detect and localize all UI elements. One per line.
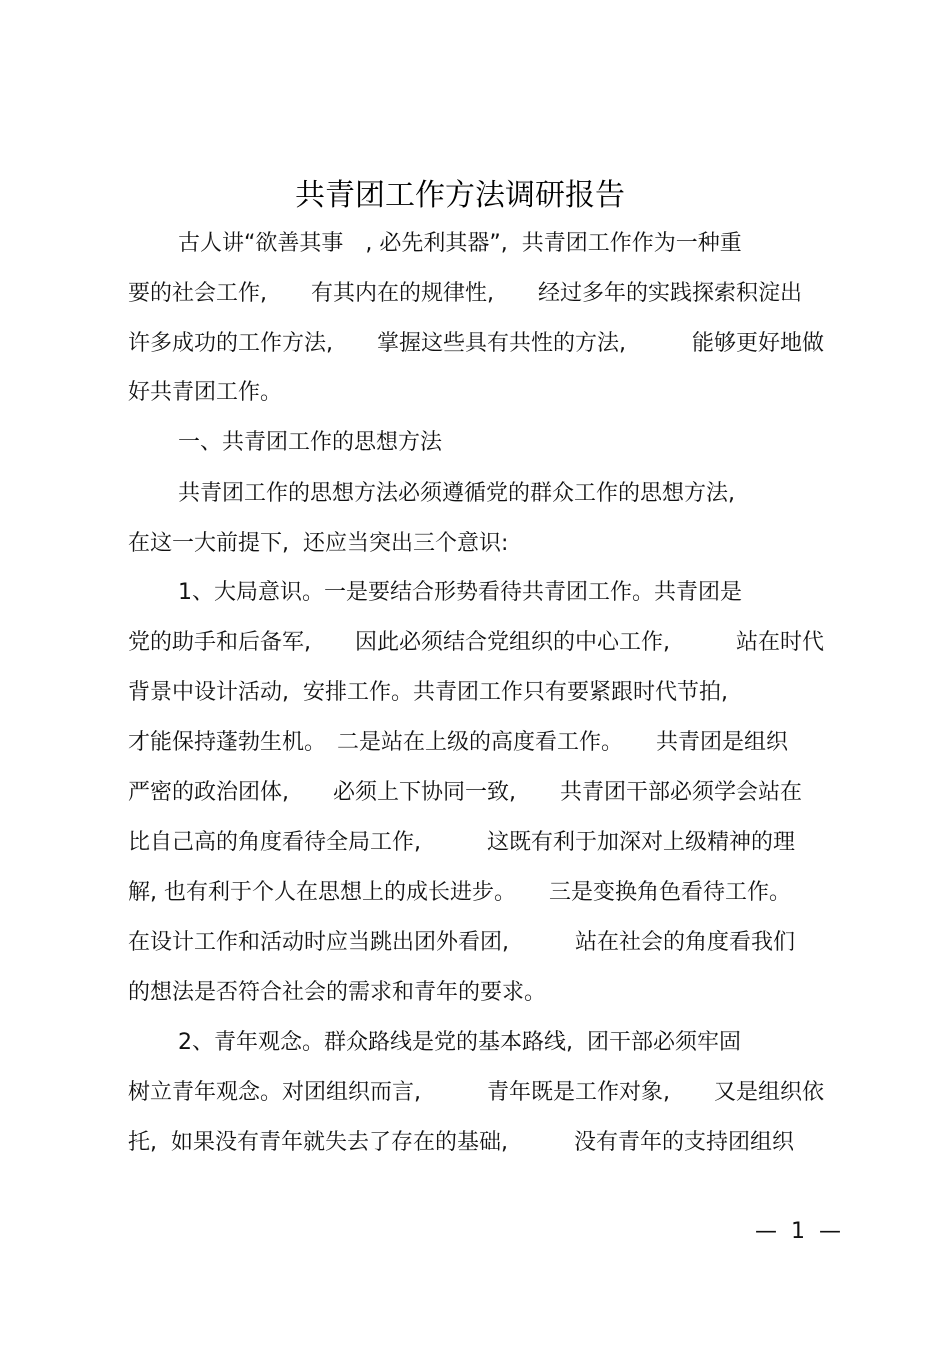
paragraph-line: 党的助手和后备军, 因此必须结合党组织的中心工作, 站在时代: [128, 630, 824, 655]
page-number: — 1 —: [755, 1219, 841, 1244]
paragraph-line: 严密的政治团体, 必须上下协同一致, 共青团干部必须学会站在: [128, 780, 802, 805]
paragraph-line: 古人讲“欲善其事 , 必先利其器”, 共青团工作作为一种重: [178, 231, 742, 256]
paragraph-line: 共青团工作的思想方法必须遵循党的群众工作的思想方法,: [178, 481, 735, 506]
paragraph-line: 好共青团工作。: [128, 380, 283, 405]
paragraph-line: 托, 如果没有青年就失去了存在的基础, 没有青年的支持团组织: [128, 1130, 794, 1155]
paragraph-line: 背景中设计活动, 安排工作。共青团工作只有要紧跟时代节拍,: [128, 680, 728, 705]
section-heading: 一、共青团工作的思想方法: [178, 430, 443, 455]
paragraph-line: 要的社会工作, 有其内在的规律性, 经过多年的实践探索积淀出: [128, 281, 802, 306]
document-title: 共青团工作方法调研报告: [295, 178, 625, 213]
paragraph-line: 树立青年观念。对团组织而言, 青年既是工作对象, 又是组织依: [128, 1080, 824, 1105]
paragraph-line: 许多成功的工作方法, 掌握这些具有共性的方法, 能够更好地做: [128, 331, 824, 356]
paragraph-line: 的想法是否符合社会的需求和青年的要求。: [128, 980, 547, 1005]
paragraph-line: 2、青年观念。群众路线是党的基本路线, 团干部必须牢固: [178, 1030, 741, 1055]
paragraph-line: 1、大局意识。一是要结合形势看待共青团工作。共青团是: [178, 580, 742, 605]
paragraph-line: 在设计工作和活动时应当跳出团外看团, 站在社会的角度看我们: [128, 930, 795, 955]
paragraph-line: 解, 也有利于个人在思想上的成长进步。 三是变换角色看待工作。: [128, 880, 791, 905]
paragraph-line: 才能保持蓬勃生机。 二是站在上级的高度看工作。 共青团是组织: [128, 730, 789, 755]
paragraph-line: 在这一大前提下, 还应当突出三个意识:: [128, 531, 509, 556]
paragraph-line: 比自己高的角度看待全局工作, 这既有利于加深对上级精神的理: [128, 830, 795, 855]
